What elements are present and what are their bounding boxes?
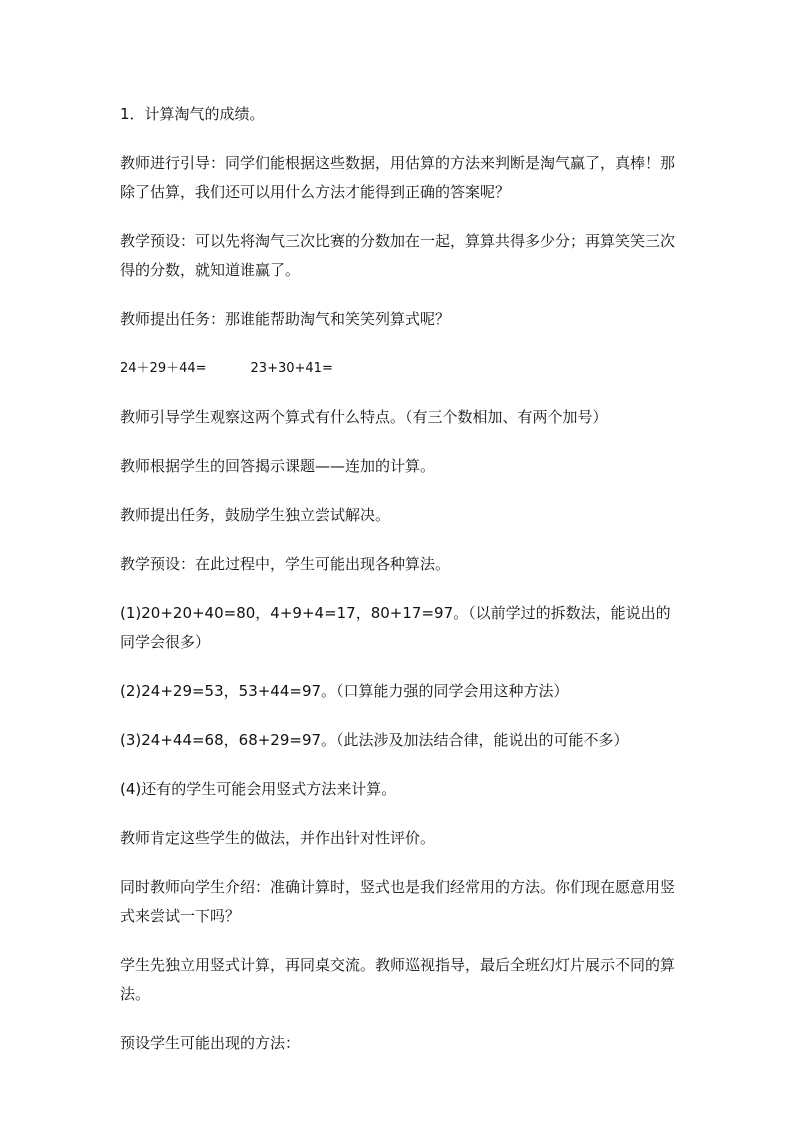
paragraph-topic: 教师根据学生的回答揭示课题——连加的计算。 [120, 457, 436, 475]
paragraph-preset-methods: 教学预设：在此过程中，学生可能出现各种算法。 [120, 555, 451, 573]
paragraph-observe: 教师引导学生观察这两个算式有什么特点。（有三个数相加、有两个加号） [120, 408, 608, 426]
formula-right: 23+30+41= [250, 361, 333, 376]
paragraph-task-solve: 教师提出任务，鼓励学生独立尝试解决。 [120, 506, 391, 524]
section-heading: 1．计算淘气的成绩。 [120, 105, 265, 123]
method-4: (4)还有的学生可能会用竖式方法来计算。 [120, 780, 397, 798]
document-body [120, 100, 680, 1078]
formula-left: 24＋29＋44= [120, 361, 207, 376]
paragraph-teacher-task: 教师提出任务：那谁能帮助淘气和笑笑列算式呢？ [120, 310, 451, 328]
paragraph-exchange: 学生先独立用竖式计算，再同桌交流。教师巡视指导，最后全班幻灯片展示不同的算法。 [120, 956, 676, 1003]
paragraph-introduce: 同时教师向学生介绍：准确计算时，竖式也是我们经常用的方法。你们现在愿意用竖式来尝试一下吗？ [120, 878, 676, 925]
formula-line [120, 354, 680, 383]
method-1: (1)20+20+40=80，4+9+4=17，80+17=97。（以前学过的拆数法，能说出的同学会很多） [120, 604, 671, 651]
paragraph-teacher-guidance: 教师进行引导：同学们能根据这些数据，用估算的方法来判断是淘气赢了，真棒！那除了估算，我们还可以用什么方法才能得到正确的答案呢？ [120, 154, 676, 201]
method-3: (3)24+44=68，68+29=97。（此法涉及加法结合律，能说出的可能不多） [120, 731, 629, 749]
paragraph-teaching-preset: 教学预设：可以先将淘气三次比赛的分数加在一起，算算共得多少分；再算笑笑三次得的分数，就知道谁赢了。 [120, 232, 676, 279]
method-2: (2)24+29=53，53+44=97。（口算能力强的同学会用这种方法） [120, 682, 569, 700]
paragraph-preset-final: 预设学生可能出现的方法： [120, 1034, 301, 1052]
paragraph-affirm: 教师肯定这些学生的做法，并作出针对性评价。 [120, 829, 436, 847]
